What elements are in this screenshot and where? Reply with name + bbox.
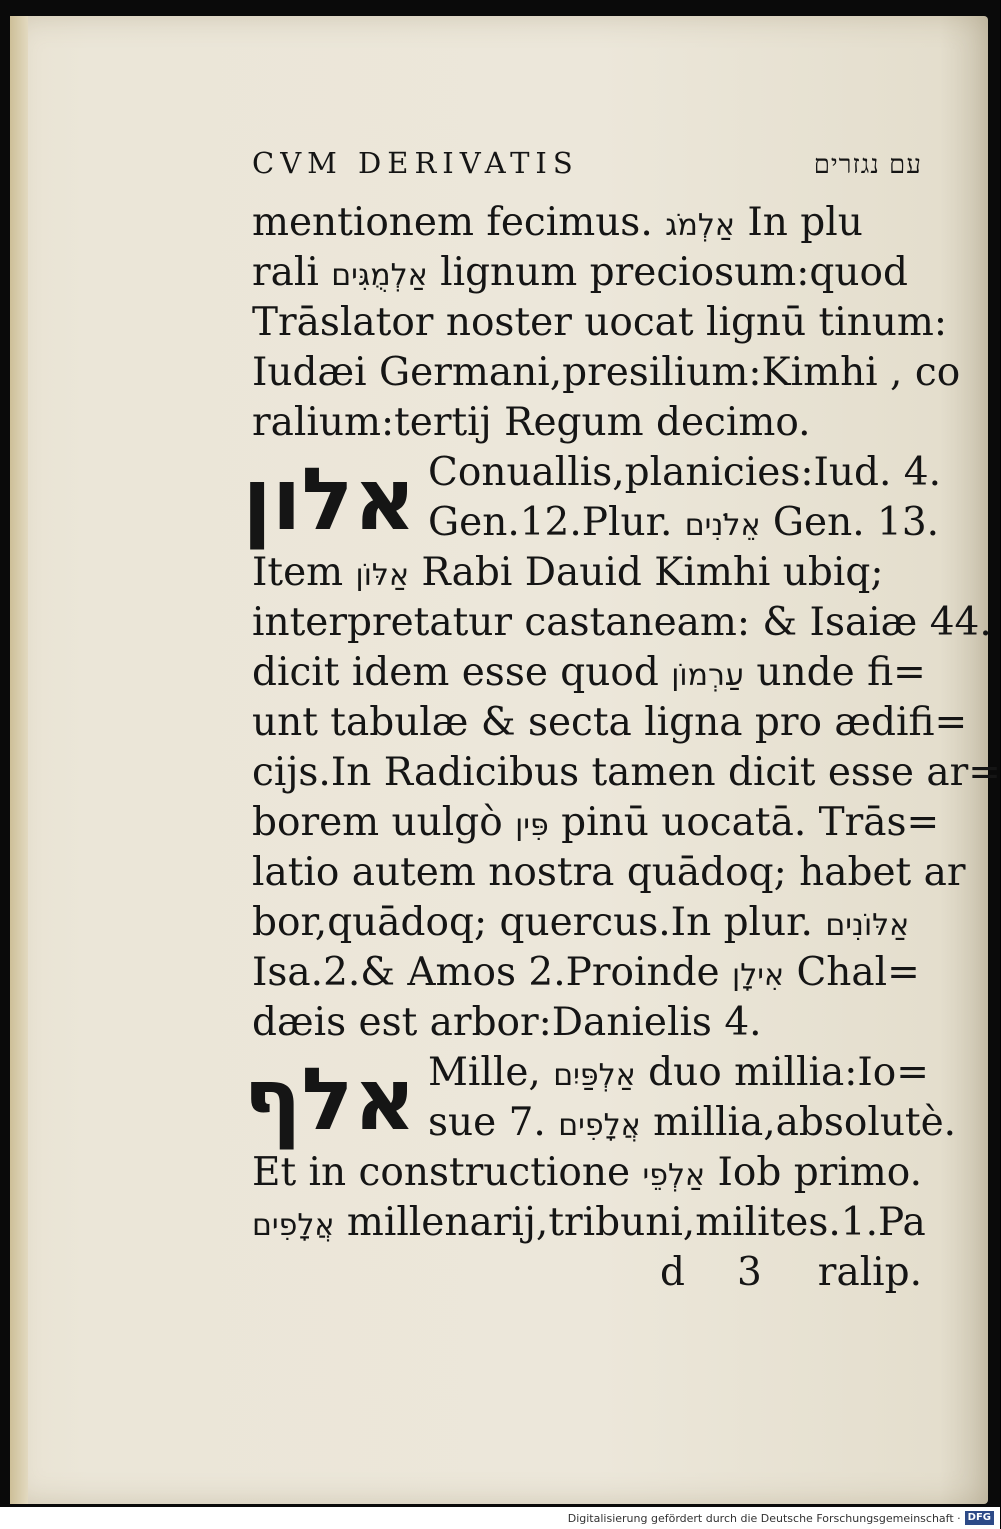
text-line	[252, 748, 1001, 798]
latin-text: latio autem nostra quādoq; habet ar	[252, 850, 966, 895]
latin-text: sue 7.	[428, 1100, 546, 1145]
latin-text: interpretatur castaneam: & Isaiæ 44.	[252, 600, 992, 645]
entry-elef-continuation	[252, 1148, 926, 1248]
hebrew-word: אַלּוֹן	[355, 558, 409, 593]
latin-text: Et in constructione	[252, 1150, 631, 1195]
latin-text: borem uulgò	[252, 800, 503, 845]
footer-text: Digitalisierung gefördert durch die Deutsche Forschungsgemeinschaft ·	[567, 1511, 961, 1525]
running-head	[252, 146, 922, 198]
signature-number: 3	[736, 1250, 762, 1295]
text-line	[252, 298, 948, 348]
hebrew-word: אֵלֹנִים	[684, 508, 761, 543]
headword-elef: אלף	[243, 1050, 416, 1150]
latin-text: millia,absolutè.	[653, 1100, 957, 1145]
latin-text: dicit idem esse quod	[252, 650, 659, 695]
hebrew-word: אַלְמֻגִּים	[331, 258, 428, 293]
headword-alon: אלון	[242, 450, 416, 550]
text-line	[252, 548, 922, 598]
latin-text: unt tabulæ & secta ligna pro ædifi=	[252, 700, 968, 745]
text-block	[242, 146, 1001, 1298]
text-line	[252, 798, 940, 848]
text-line	[252, 998, 922, 1048]
page-edge	[10, 16, 28, 1504]
text-line	[252, 198, 922, 248]
latin-text: mentionem fecimus.	[252, 200, 653, 245]
latin-text: unde fi=	[756, 650, 926, 695]
text-line	[252, 598, 992, 648]
latin-text: bor,quādoq; quercus.In plur.	[252, 900, 813, 945]
entry-alon	[242, 448, 1001, 1048]
latin-text: rali	[252, 250, 319, 295]
text-line	[252, 348, 961, 398]
text-line	[252, 1198, 926, 1248]
latin-text: ralium:tertij Regum decimo.	[252, 400, 811, 445]
hebrew-word: עַרְמוֹן	[671, 658, 744, 693]
text-line	[252, 848, 966, 898]
latin-text: cijs.In Radicibus tamen dicit esse ar=	[252, 750, 1001, 795]
latin-text: Trāslator noster uocat lignū tinum:	[252, 300, 948, 345]
latin-text: Gen. 13.	[772, 500, 940, 545]
signature-letter: d	[660, 1250, 685, 1295]
latin-text: lignum preciosum:quod	[440, 250, 908, 295]
latin-text: pinū uocatā. Trās=	[561, 800, 940, 845]
hebrew-word: אֲלָפִים	[558, 1108, 641, 1143]
latin-text: In plu	[747, 200, 863, 245]
hebrew-word: אֲלָפִים	[252, 1208, 335, 1243]
latin-text: Isa.2.& Amos 2.Proinde	[252, 950, 720, 995]
dfg-logo: DFG	[965, 1511, 994, 1525]
intro-paragraph	[252, 198, 961, 448]
text-line	[252, 948, 922, 998]
text-line	[252, 698, 968, 748]
text-line	[252, 398, 922, 448]
hebrew-word: אַלְמֹג	[665, 208, 735, 243]
text-line	[252, 248, 922, 298]
entry-alon-continuation	[252, 548, 1001, 1048]
entry-elef	[243, 1048, 957, 1248]
hebrew-word: אַלְפֵי	[642, 1158, 706, 1193]
running-head-hebrew: עם נגזרים	[813, 150, 922, 180]
digitization-footer	[0, 1507, 1000, 1529]
latin-text: millenarij,tribuni,milites.1.Pa	[346, 1200, 926, 1245]
latin-text: Item	[252, 550, 344, 595]
text-line	[252, 648, 926, 698]
catchword: ralip.	[817, 1250, 922, 1295]
hebrew-word: אִילָן	[732, 958, 785, 993]
hebrew-word: פִּין	[515, 808, 549, 843]
latin-text: dæis est arbor:Danielis 4.	[252, 1000, 762, 1045]
latin-text: Rabi Dauid Kimhi ubiq;	[421, 550, 884, 595]
text-line	[252, 1148, 922, 1198]
latin-text: Chal=	[796, 950, 920, 995]
latin-text: Iob primo.	[717, 1150, 922, 1195]
running-head-latin: CVM DERIVATIS	[252, 146, 579, 180]
latin-text: Conuallis,planicies:Iud. 4.	[428, 450, 941, 495]
text-line	[252, 898, 922, 948]
latin-text: Gen.12.Plur.	[428, 500, 673, 545]
latin-text: duo millia:Io=	[648, 1050, 929, 1095]
hebrew-word: אַלְפַּיִם	[553, 1058, 636, 1093]
hebrew-word: אַלּוֹנִים	[825, 908, 910, 943]
latin-text: Mille,	[428, 1050, 541, 1095]
signature-line	[252, 1248, 922, 1298]
latin-text: Iudæi Germani,presilium:Kimhi , co	[252, 350, 961, 395]
